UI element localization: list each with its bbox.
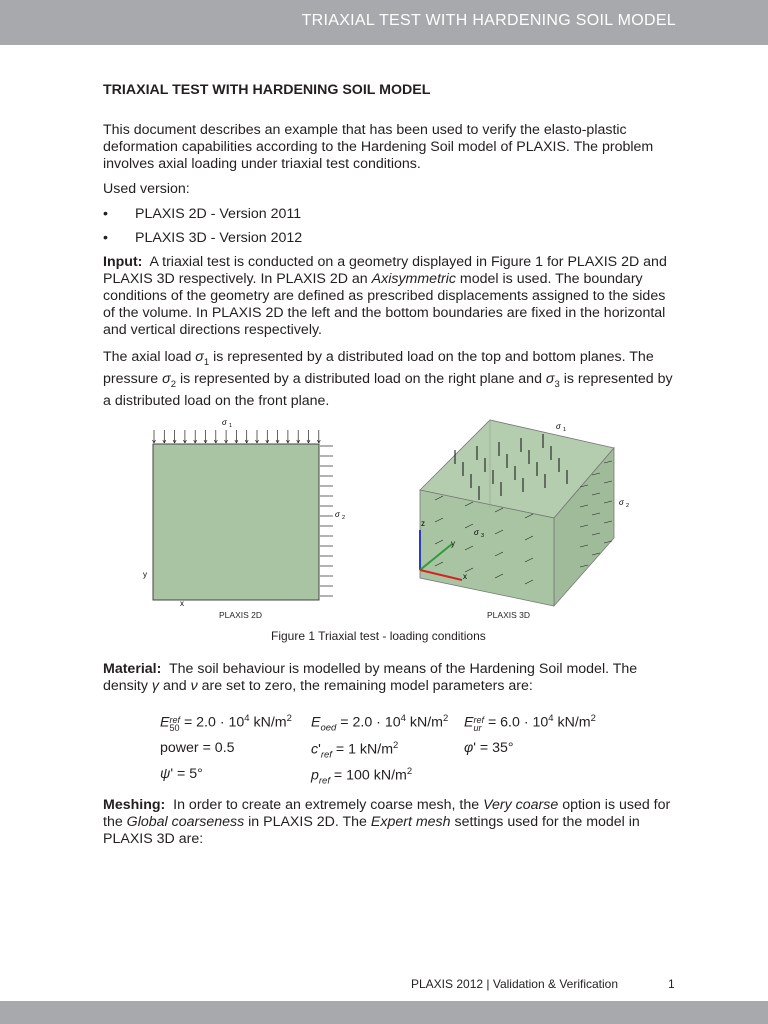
footer-bar (0, 1001, 768, 1024)
sigma1-3d-label: σ (556, 422, 561, 431)
param-pref: $p_{ref} = 100$ $kN/m^2$ (311, 766, 413, 787)
svg-text:2: 2 (342, 515, 346, 521)
axis-y-2d: y (143, 570, 147, 579)
param-eoed: $E_{oed} = 2.0 \cdot 10^4$ $kN/m^2$ (311, 713, 449, 734)
material-paragraph: Material: The soil behaviour is modelled by means of the Hardening Soil model. The density γ and ν are set to zero, the remaining model parameters are: (103, 661, 638, 694)
param-e50: Eref $50 = 2.0 \cdot 10^4$ $kN/m^2$ (160, 713, 292, 733)
input-paragraph: Input: A triaxial test is conducted on a geometry displayed in Figure 1 for PLAXIS 2D and PLAXIS 3D respectively. In PLAXIS 2D an Axisymmetric model is used. The boundary conditions of the geometry are defined as prescribed displacements assigned to the sides of the volume. In PLAXIS 2D the left and the bottom boundaries are fixed in the horizontal and vertical directions respectively. (103, 254, 667, 338)
page-number: 1 (668, 977, 675, 991)
axis-x-3d: x (463, 572, 467, 581)
figure-triaxial (0, 410, 768, 650)
document-title: TRIAXIAL TEST WITH HARDENING SOIL MODEL (103, 82, 431, 98)
svg-text:3: 3 (481, 533, 485, 539)
svg-text:1: 1 (563, 427, 567, 433)
axis-y-3d: y (451, 539, 455, 548)
sigma1-2d-label: σ (222, 418, 227, 427)
label-plaxis-3d: PLAXIS 3D (487, 610, 530, 620)
svg-text:1: 1 (229, 423, 233, 429)
figure-caption: Figure 1 Triaxial test - loading conditions (271, 629, 486, 643)
param-power: power = 0.5 (160, 740, 235, 756)
axis-x-2d: x (180, 599, 184, 608)
axis-z-3d: z (421, 519, 425, 528)
sigma2-2d-label: σ (335, 510, 340, 519)
param-psi: ψ' = 5° (160, 766, 203, 782)
sigma2-3d-label: σ (619, 498, 624, 507)
intro-paragraph: This document describes an example that has been used to verify the elasto-plastic deformation capabilities according to the Hardening Soil model of PLAXIS. The problem involves axial loading under triaxial test conditions. (103, 122, 654, 172)
param-cref: $c'_{ref} = 1$ $kN/m^2$ (311, 740, 399, 761)
load-paragraph: The axial load $\sigma_1$ is represented by a distributed load on the top and bottom planes. The pressure $\sigma_2$ is represented by a distributed load on the right plane and $\sigma_3$ is represented by a distributed load on the front plane. (103, 349, 673, 409)
used-version-label: Used version: (103, 181, 190, 197)
header-bar (0, 0, 768, 45)
running-title: TRIAXIAL TEST WITH HARDENING SOIL MODEL (301, 12, 676, 29)
meshing-paragraph: Meshing: In order to create an extremely coarse mesh, the Very coarse option is used for the Global coarseness in PLAXIS 2D. The Expert mesh settings used for the model in PLAXIS 3D are: (103, 797, 671, 847)
param-eur: Eref ur = $6.0 \cdot 10^4$ $kN/m^2$ (464, 713, 596, 733)
soil-2d-rect (153, 444, 319, 600)
plaxis-3d-diagram (420, 420, 629, 606)
plaxis-2d-diagram (143, 418, 345, 608)
label-plaxis-2d: PLAXIS 2D (219, 610, 262, 620)
sigma3-3d-label: σ (474, 528, 479, 537)
param-phi: φ' = 35° (464, 740, 514, 756)
footer-text: PLAXIS 2012 | Validation & Verification (411, 977, 619, 991)
svg-text:2: 2 (626, 503, 630, 509)
